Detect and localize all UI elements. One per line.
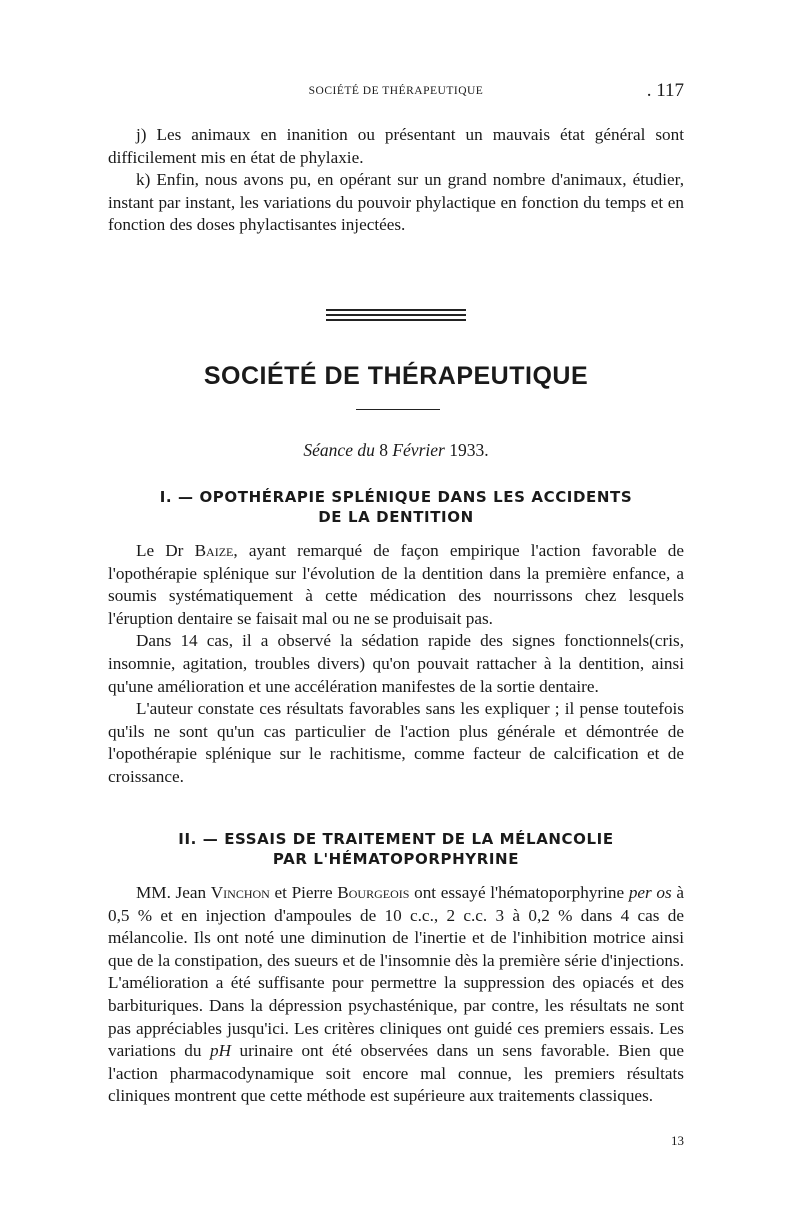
author-name-2: Bourgeois xyxy=(337,883,410,902)
short-rule-divider xyxy=(356,409,440,410)
text-fragment: à 0,5 % et en injection d'ampoules de 10 c.c., 2 c.c. 3 à 0,2 % dans 4 cas de mélancolie. Ils ont noté une diminution de l'inertie et de l'inhibition motrice ainsi que de la constipation, des sueurs et de l'insomnie dès la première série d'injections. L'amélioration a été suffisante pour permettre la suppression des opiacés et des barbituriques. Dans la dépression psychasténique, par contre, les résultats ne sont pas appréciables jusqu'ici. Les critères cliniques ont guidé ces premiers essais. Les variations du xyxy=(108,883,685,1061)
section-1-heading xyxy=(108,487,684,527)
seance-prefix: Séance du xyxy=(303,440,375,460)
section-1-paragraph-1-text: , ayant remarqué de façon empirique l'action favorable de l'opothérapie splénique sur l'évolution de la dentition dans la première enfance, a soumis systématiquement à cette médication des nourrissons chez lesquels l'éruption dentaire se faisait mal ou ne se produisait pas. xyxy=(108,541,685,628)
seance-year: 1933. xyxy=(449,440,489,460)
text-fragment: et Pierre xyxy=(274,883,333,902)
section-1-paragraph-1 xyxy=(108,540,684,630)
paragraph-k: k) Enfin, nous avons pu, en opérant sur un grand nombre d'animaux, étudier, instant par instant, les variations du pouvoir phylactique en fonction du temps et en fonction des doses phylactisantes injectées. xyxy=(108,170,684,235)
section-2-heading xyxy=(108,829,684,869)
seance-day: 8 xyxy=(379,440,388,460)
section-1-heading-line2: DE LA DENTITION xyxy=(318,508,474,526)
section-1-paragraph-2: Dans 14 cas, il a observé la sédation rapide des signes fonctionnels(cris, insomnie, agitation, troubles divers) qu'on pouvait rattacher à la dentition, ainsi qu'une amélioration et une accélération manifestes de la sortie dentaire. xyxy=(108,631,684,696)
section-2-body xyxy=(108,882,684,1108)
signature-number: 13 xyxy=(671,1133,684,1148)
running-title: SOCIÉTÉ DE THÉRAPEUTIQUE xyxy=(308,85,484,97)
section-1-heading-line1: I. — OPOTHÉRAPIE SPLÉNIQUE DANS LES ACCIDENTS xyxy=(159,488,633,506)
author-name-1: Vinchon xyxy=(210,883,270,902)
running-header xyxy=(108,82,684,102)
author-name: Baize xyxy=(194,541,234,560)
paragraph-j: j) Les animaux en inanition ou présentant un mauvais état général sont difficilement mis en état de phylaxie. xyxy=(108,125,684,167)
text-fragment: ont essayé l'hématoporphyrine xyxy=(414,883,625,902)
section-1-body xyxy=(108,540,684,789)
page-number: . 117 xyxy=(646,80,684,101)
latin-phrase: per os xyxy=(628,883,672,902)
ph-term: pH xyxy=(209,1041,231,1061)
society-title: SOCIÉTÉ DE THÉRAPEUTIQUE xyxy=(203,362,589,390)
session-date xyxy=(108,440,684,461)
doctor-title: Le Dr xyxy=(136,541,184,560)
text-fragment: urinaire ont été observées dans un sens favorable. Bien que l'action pharmacodynamique soit encore mal connue, les premiers résultats cliniques montrent que cette méthode est supérieure aux traitements classiques. xyxy=(108,1041,685,1106)
section-2-heading-line2: PAR L'HÉMATOPORPHYRINE xyxy=(272,850,520,868)
text-fragment: MM. Jean xyxy=(136,883,207,902)
section-2-paragraph-1 xyxy=(108,882,684,1108)
section-1-paragraph-3: L'auteur constate ces résultats favorables sans les expliquer ; il pense toutefois qu'ils ne sont qu'un cas particulier de l'action plus générale et démontrée de l'opothérapie splénique sur le rachitisme, comme facteur de calcification et de croissance. xyxy=(108,699,684,786)
section-2-heading-line1: II. — ESSAIS DE TRAITEMENT DE LA MÉLANCOLIE xyxy=(178,830,614,848)
double-rule-divider xyxy=(326,309,466,324)
seance-month: Février xyxy=(392,440,445,460)
intro-block xyxy=(108,124,684,237)
